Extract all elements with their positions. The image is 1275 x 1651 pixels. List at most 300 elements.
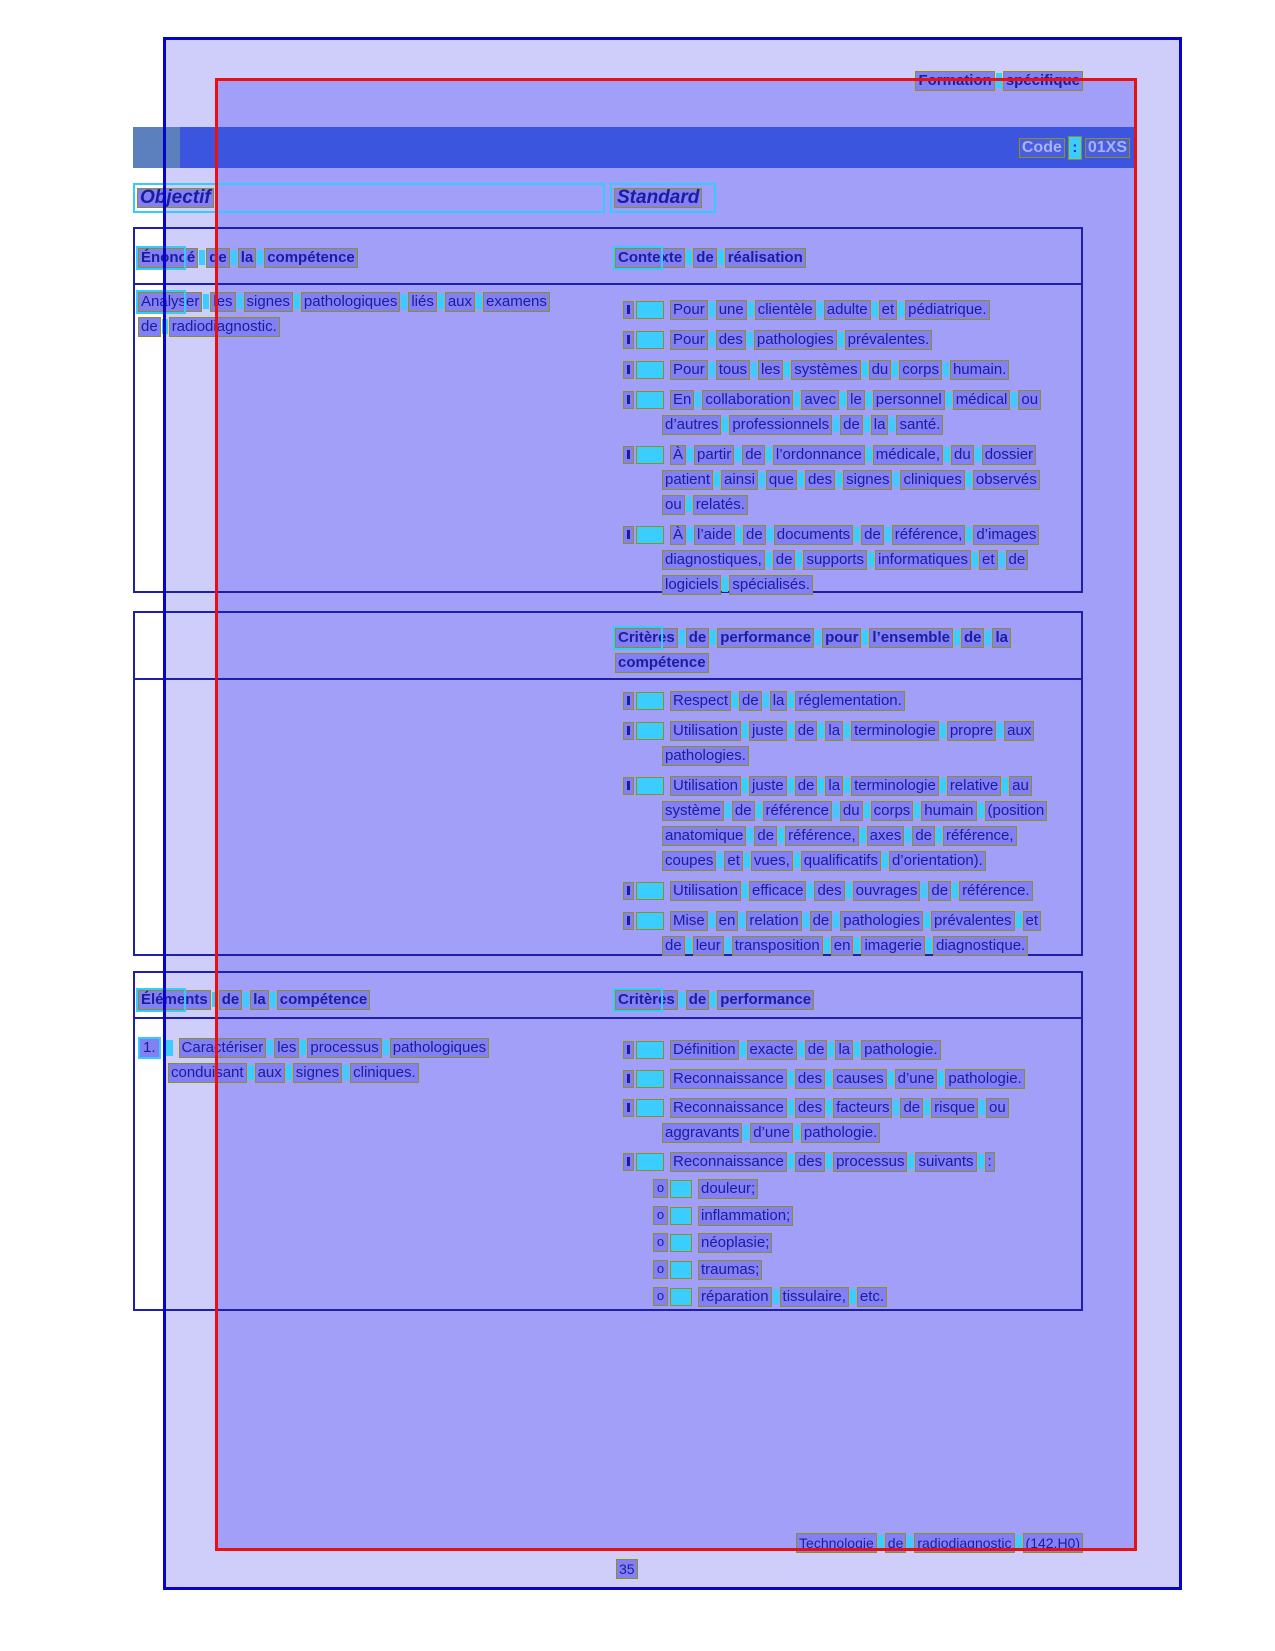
word: au (1009, 776, 1032, 796)
gap (270, 992, 276, 1007)
formation-specifique-label (915, 68, 1083, 93)
gap (717, 853, 723, 868)
word: spécialisés. (729, 575, 813, 595)
gap (833, 417, 839, 432)
gap (212, 992, 218, 1007)
bullet-item (613, 773, 1081, 873)
text-line (138, 245, 613, 270)
word: du (840, 801, 863, 821)
gap (985, 630, 991, 645)
word: radiodiagnostic (914, 1533, 1014, 1553)
word: des (795, 1098, 825, 1118)
gap (784, 362, 790, 377)
word: Pour (670, 360, 708, 380)
word: d’autres (662, 415, 721, 435)
word: : (985, 1152, 995, 1172)
text-line (662, 412, 1081, 437)
elements-header-cell (135, 973, 613, 1017)
gap (1011, 392, 1017, 407)
word: référence, (943, 826, 1017, 846)
word: système (662, 801, 724, 821)
word: spécifique (1003, 71, 1083, 91)
word: réparation (698, 1287, 772, 1307)
bmark (623, 361, 634, 379)
word: terminologie (851, 721, 939, 741)
gap (966, 472, 972, 487)
gap (732, 693, 738, 708)
gap (788, 1154, 794, 1169)
bullet-item (613, 718, 1081, 768)
text-line (1019, 135, 1065, 160)
bullet-item (613, 1066, 1081, 1091)
gap (844, 778, 850, 793)
gap (742, 778, 748, 793)
word: des (795, 1069, 825, 1089)
word: À (670, 445, 686, 465)
text-line (613, 718, 1081, 743)
text-line (613, 773, 1081, 798)
word: pathologie. (945, 1069, 1024, 1089)
gap (794, 1125, 800, 1140)
gap (972, 552, 978, 567)
word: qualificatifs (801, 851, 881, 871)
word: de (219, 990, 243, 1010)
gap (864, 803, 870, 818)
objectif-heading (133, 183, 605, 213)
bgap (636, 361, 664, 379)
word: tissulaire, (780, 1287, 849, 1307)
gap (709, 913, 715, 928)
word: la (250, 990, 269, 1010)
word: performance (717, 990, 814, 1010)
gap (383, 1040, 389, 1055)
gap (248, 1065, 254, 1080)
word: 01XS (1085, 138, 1130, 158)
statement-cell (135, 285, 613, 597)
gap (999, 552, 1005, 567)
word: Code (1019, 138, 1065, 158)
text-line (613, 878, 1081, 903)
text-line (616, 1556, 638, 1581)
competence-table-header (135, 229, 1081, 285)
word: dossier (982, 445, 1036, 465)
empty-body-cell (135, 680, 613, 958)
bgap (636, 446, 664, 464)
page-number (616, 1556, 638, 1581)
word: humain. (950, 360, 1009, 380)
context-bullets-cell (613, 285, 1081, 597)
word: néoplasie; (698, 1233, 772, 1253)
text-line (613, 908, 1081, 933)
word: Utilisation (670, 721, 741, 741)
word: Pour (670, 300, 708, 320)
gap (796, 552, 802, 567)
word: Énoncé (138, 248, 198, 268)
word: de (861, 525, 884, 545)
bullet-item (613, 327, 1081, 352)
omark: o (653, 1206, 668, 1225)
footer-program-label (796, 1530, 1083, 1555)
word: Utilisation (670, 776, 741, 796)
word: santé. (896, 415, 943, 435)
word: les (274, 1038, 299, 1058)
word: pathologie. (861, 1040, 940, 1060)
text-line (613, 1066, 1081, 1091)
gap (893, 472, 899, 487)
text-line (138, 289, 613, 314)
word: de (928, 881, 951, 901)
text-line (653, 1230, 1081, 1255)
gap (788, 778, 794, 793)
word: de (885, 1533, 907, 1553)
gap (924, 913, 930, 928)
gap (817, 302, 823, 317)
gap (794, 853, 800, 868)
word: conduisant (168, 1063, 247, 1083)
gap (862, 362, 868, 377)
gap (807, 883, 813, 898)
gap (833, 913, 839, 928)
gap (854, 527, 860, 542)
gap (898, 302, 904, 317)
word: examens (483, 292, 550, 312)
bmark (623, 526, 634, 544)
word: de (1006, 550, 1029, 570)
word: ainsi (721, 470, 758, 490)
criteres-ensemble-header-cell (613, 613, 1081, 678)
word: l’aide (694, 525, 735, 545)
word: prévalentes (931, 911, 1015, 931)
gap (199, 250, 205, 265)
text-line (613, 522, 1081, 547)
text-line (662, 492, 1081, 517)
gap (767, 527, 773, 542)
gap (679, 992, 685, 1007)
elements-table-body (135, 1019, 1081, 1309)
gap (203, 294, 209, 309)
word: la (238, 248, 257, 268)
word: douleur; (698, 1179, 758, 1199)
gap (1016, 913, 1022, 928)
gap (687, 527, 693, 542)
word: en (716, 911, 739, 931)
text-line (615, 987, 1081, 1012)
word: signes (293, 1063, 342, 1083)
gap (725, 938, 731, 953)
empty-header-cell (135, 613, 613, 678)
text-line (613, 1037, 1081, 1062)
word: juste (749, 721, 787, 741)
text-line (613, 1095, 1081, 1120)
word: humain (921, 801, 976, 821)
word: de (900, 1098, 923, 1118)
word: et (979, 550, 998, 570)
gap (888, 1071, 894, 1086)
code-label (1019, 135, 1065, 160)
gap (743, 1125, 749, 1140)
gap (944, 447, 950, 462)
word: Technologie (796, 1533, 877, 1553)
word: Mise (670, 911, 708, 931)
bgap (670, 1261, 692, 1279)
omark: o (653, 1287, 668, 1306)
word: systèmes (791, 360, 860, 380)
word: de (810, 911, 833, 931)
word: du (951, 445, 974, 465)
word: de (795, 721, 818, 741)
word: Formation (915, 71, 994, 91)
bgap (636, 301, 664, 319)
gap (687, 447, 693, 462)
word: pédiatrique. (905, 300, 989, 320)
word: de (773, 550, 796, 570)
code-band-muted-segment (133, 127, 180, 168)
word: Analyser (138, 292, 202, 312)
gap (714, 472, 720, 487)
gap (763, 693, 769, 708)
process-sub-bullets (613, 1176, 1081, 1309)
word: de (795, 776, 818, 796)
word: À (670, 525, 686, 545)
bgap (636, 882, 664, 900)
word: de (912, 826, 935, 846)
word: la (835, 1040, 853, 1060)
word: l’ensemble (869, 628, 953, 648)
criteria-bullets-cell (613, 1019, 1081, 1309)
word: pour (822, 628, 861, 648)
word: et (879, 300, 898, 320)
overall-performance-table (133, 611, 1083, 956)
gap (862, 630, 868, 645)
text-line (662, 1120, 1081, 1145)
gap (710, 630, 716, 645)
word: de (138, 317, 161, 337)
word: compétence (277, 990, 371, 1010)
gap (826, 1071, 832, 1086)
word: coupes (662, 851, 716, 871)
gap (864, 417, 870, 432)
word: les (758, 360, 783, 380)
word: causes (833, 1069, 887, 1089)
gap (946, 392, 952, 407)
text-line (796, 1530, 1083, 1555)
gap (975, 447, 981, 462)
word: la (825, 721, 843, 741)
omark: o (653, 1260, 668, 1279)
gap (854, 938, 860, 953)
text-line (662, 798, 1081, 823)
gap (860, 828, 866, 843)
bgap (670, 1207, 692, 1225)
gap (722, 577, 728, 592)
word: pathologies (754, 330, 837, 350)
gap (954, 630, 960, 645)
text-line (138, 987, 613, 1012)
gap (940, 778, 946, 793)
bullet-item (613, 357, 1081, 382)
gap (742, 723, 748, 738)
gap (788, 723, 794, 738)
text-line (653, 1257, 1081, 1282)
word: pathologies. (662, 746, 749, 766)
text-line (1085, 135, 1130, 160)
word: pathologiques (390, 1038, 489, 1058)
gap (709, 362, 715, 377)
gap (747, 828, 753, 843)
bullet-item (613, 522, 1081, 597)
gap (773, 1289, 779, 1304)
gap (866, 392, 872, 407)
word: de (662, 936, 685, 956)
word: clientèle (755, 300, 816, 320)
word: compétence (615, 653, 709, 673)
gap (243, 992, 249, 1007)
word: Reconnaissance (670, 1152, 787, 1172)
word: (position (985, 801, 1048, 821)
bmark (623, 722, 634, 740)
word: liés (408, 292, 437, 312)
overall-performance-header (135, 613, 1081, 680)
gap (926, 938, 932, 953)
text-line (138, 1035, 613, 1060)
word: d’une (750, 1123, 793, 1143)
text-line (137, 186, 214, 211)
word: de (739, 691, 762, 711)
omark: o (653, 1233, 668, 1252)
word: prévalentes. (845, 330, 933, 350)
word: ouvrages (853, 881, 921, 901)
word: une (716, 300, 747, 320)
gap (844, 723, 850, 738)
word: observés (973, 470, 1040, 490)
word: pathologie. (801, 1123, 880, 1143)
gap (438, 294, 444, 309)
text-line (662, 743, 1081, 768)
word: efficace (749, 881, 806, 901)
bgap (636, 1070, 664, 1088)
bgap (636, 722, 664, 740)
word: Pour (670, 330, 708, 350)
word: 35 (616, 1559, 638, 1579)
gap (878, 1535, 884, 1550)
element-1-cell (135, 1019, 613, 1309)
word: vues, (751, 851, 793, 871)
gap (401, 294, 407, 309)
text-line (138, 314, 613, 339)
word: ou (1018, 390, 1041, 410)
word: la (825, 776, 843, 796)
text-line (168, 1060, 613, 1085)
word: les (210, 292, 235, 312)
bullet-item (613, 1149, 1081, 1174)
bmark (623, 1153, 634, 1171)
text-line (613, 327, 1081, 352)
gap (978, 1154, 984, 1169)
bmark (623, 301, 634, 319)
gap (722, 417, 728, 432)
gap (938, 1071, 944, 1086)
word: facteurs (833, 1098, 892, 1118)
word: Utilisation (670, 881, 741, 901)
gap (826, 1100, 832, 1115)
gap (815, 630, 821, 645)
gap (725, 803, 731, 818)
gap (826, 1154, 832, 1169)
text-line (615, 245, 1081, 270)
gap (718, 250, 724, 265)
word: imagerie (861, 936, 925, 956)
word: et (724, 851, 743, 871)
word: de (686, 990, 710, 1010)
word: traumas; (698, 1260, 762, 1280)
bmark (623, 1099, 634, 1117)
word: d’orientation). (889, 851, 986, 871)
performance-bullets-cell (613, 680, 1081, 958)
gap (759, 472, 765, 487)
gap (885, 527, 891, 542)
word: propre (947, 721, 996, 741)
text-line (613, 1149, 1081, 1174)
word: de (743, 525, 766, 545)
text-line (613, 688, 1081, 713)
word: ou (986, 1098, 1009, 1118)
gap (979, 1100, 985, 1115)
gap (686, 938, 692, 953)
word: tous (716, 360, 750, 380)
gap (952, 883, 958, 898)
word: aux (255, 1063, 285, 1083)
word: réalisation (725, 248, 806, 268)
gap (237, 294, 243, 309)
gap (872, 302, 878, 317)
bmark (623, 446, 634, 464)
gap (686, 250, 692, 265)
omark: o (653, 1179, 668, 1198)
bmark (623, 912, 634, 930)
gap (936, 828, 942, 843)
word: pathologiques (301, 292, 400, 312)
word: Reconnaissance (670, 1098, 787, 1118)
criteres-performance-header-cell (613, 973, 1081, 1017)
bullet-item (613, 442, 1081, 517)
gap (735, 447, 741, 462)
gap (710, 992, 716, 1007)
gap (996, 73, 1002, 88)
gap (882, 853, 888, 868)
bullet-item (613, 1095, 1081, 1145)
bullet-item (613, 387, 1081, 437)
gap (679, 630, 685, 645)
gap (742, 883, 748, 898)
gap (833, 803, 839, 818)
text-line (653, 1284, 1081, 1309)
gap (740, 1042, 746, 1057)
gap (978, 803, 984, 818)
word: Objectif (137, 188, 214, 208)
word: pathologies (840, 911, 923, 931)
word: adulte (824, 300, 871, 320)
bgap (636, 526, 664, 544)
text-line (662, 572, 1081, 597)
word: exacte (747, 1040, 797, 1060)
gap (794, 392, 800, 407)
gap (838, 332, 844, 347)
gap (905, 828, 911, 843)
gap (798, 1042, 804, 1057)
gap (921, 883, 927, 898)
contexte-header-cell (613, 229, 1081, 283)
gap (889, 417, 895, 432)
